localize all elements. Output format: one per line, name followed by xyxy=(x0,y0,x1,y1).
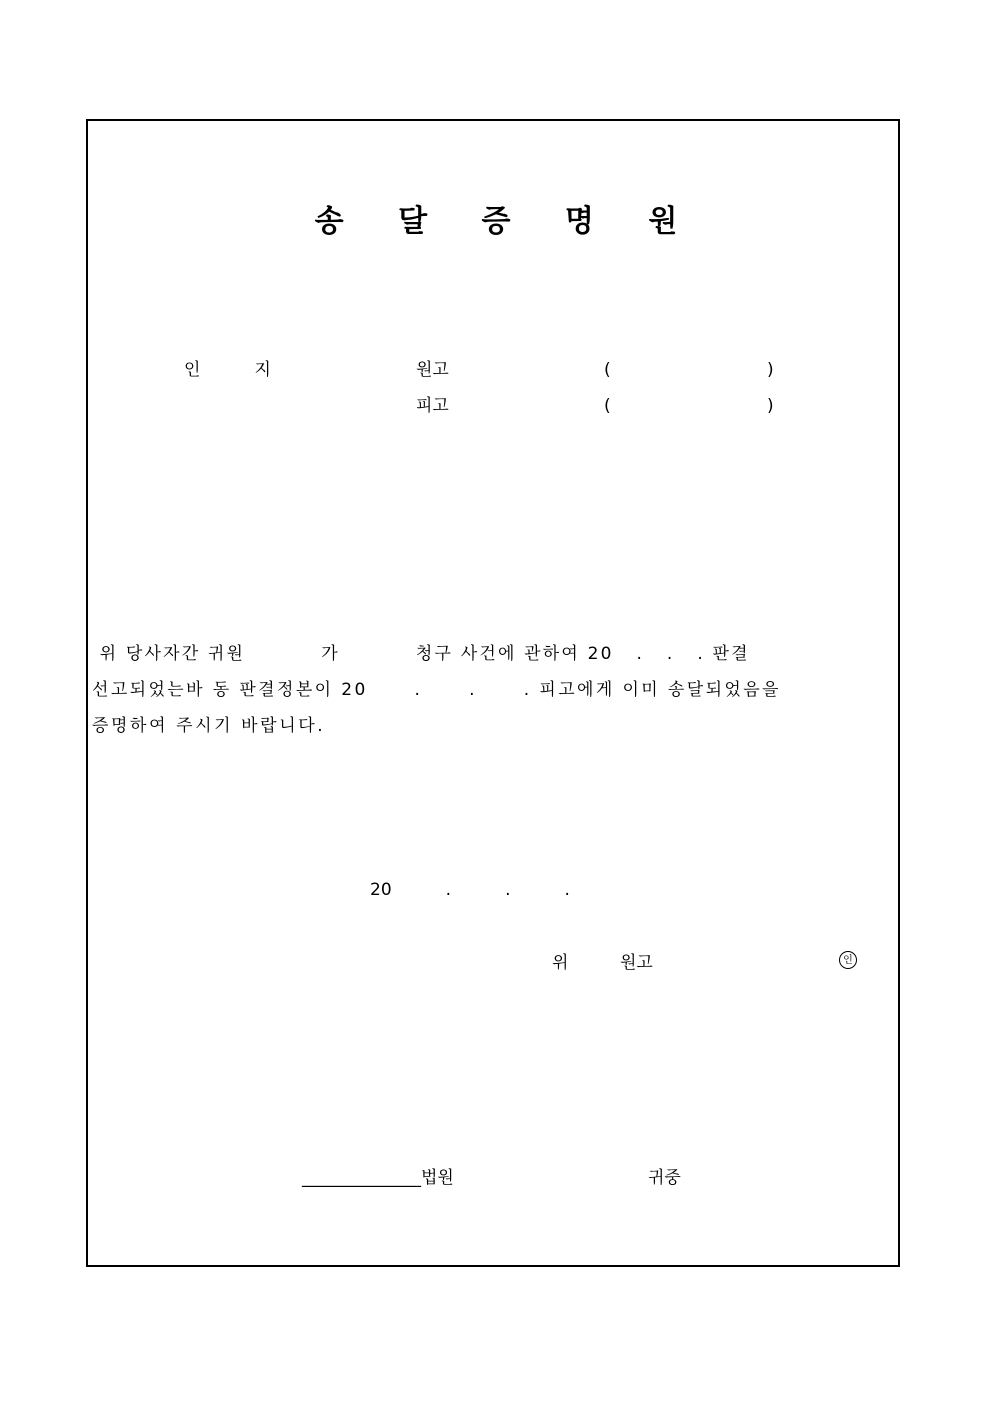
stamp-label: 인 지 xyxy=(184,360,271,380)
seal-mark: 인 xyxy=(839,951,857,969)
defendant-paren-open: ( xyxy=(604,396,611,416)
request-line-2: 선고되었는바 동 판결정본이 20 . . . 피고에게 이미 송달되었음을 xyxy=(92,680,781,700)
date-line: 20 . . . xyxy=(370,880,570,900)
signer-prefix: 위 xyxy=(552,953,569,973)
request-paragraph xyxy=(92,636,892,744)
signer-label: 원고 xyxy=(620,953,653,973)
plaintiff-paren-open: ( xyxy=(604,360,611,380)
plaintiff-paren-close: ) xyxy=(767,360,774,380)
request-line-3: 증명하여 주시기 바랍니다. xyxy=(92,716,326,736)
request-line-1: 위 당사자간 귀원 가 청구 사건에 관하여 20 . . . 판결 xyxy=(92,644,750,664)
document-title: 송 달 증 명 원 xyxy=(314,204,700,239)
defendant-label: 피고 xyxy=(416,396,449,416)
defendant-paren-close: ) xyxy=(767,396,774,416)
plaintiff-label: 원고 xyxy=(416,360,449,380)
recipient-label: 귀중 xyxy=(648,1168,681,1188)
court-line: ______________법원 xyxy=(302,1168,454,1188)
